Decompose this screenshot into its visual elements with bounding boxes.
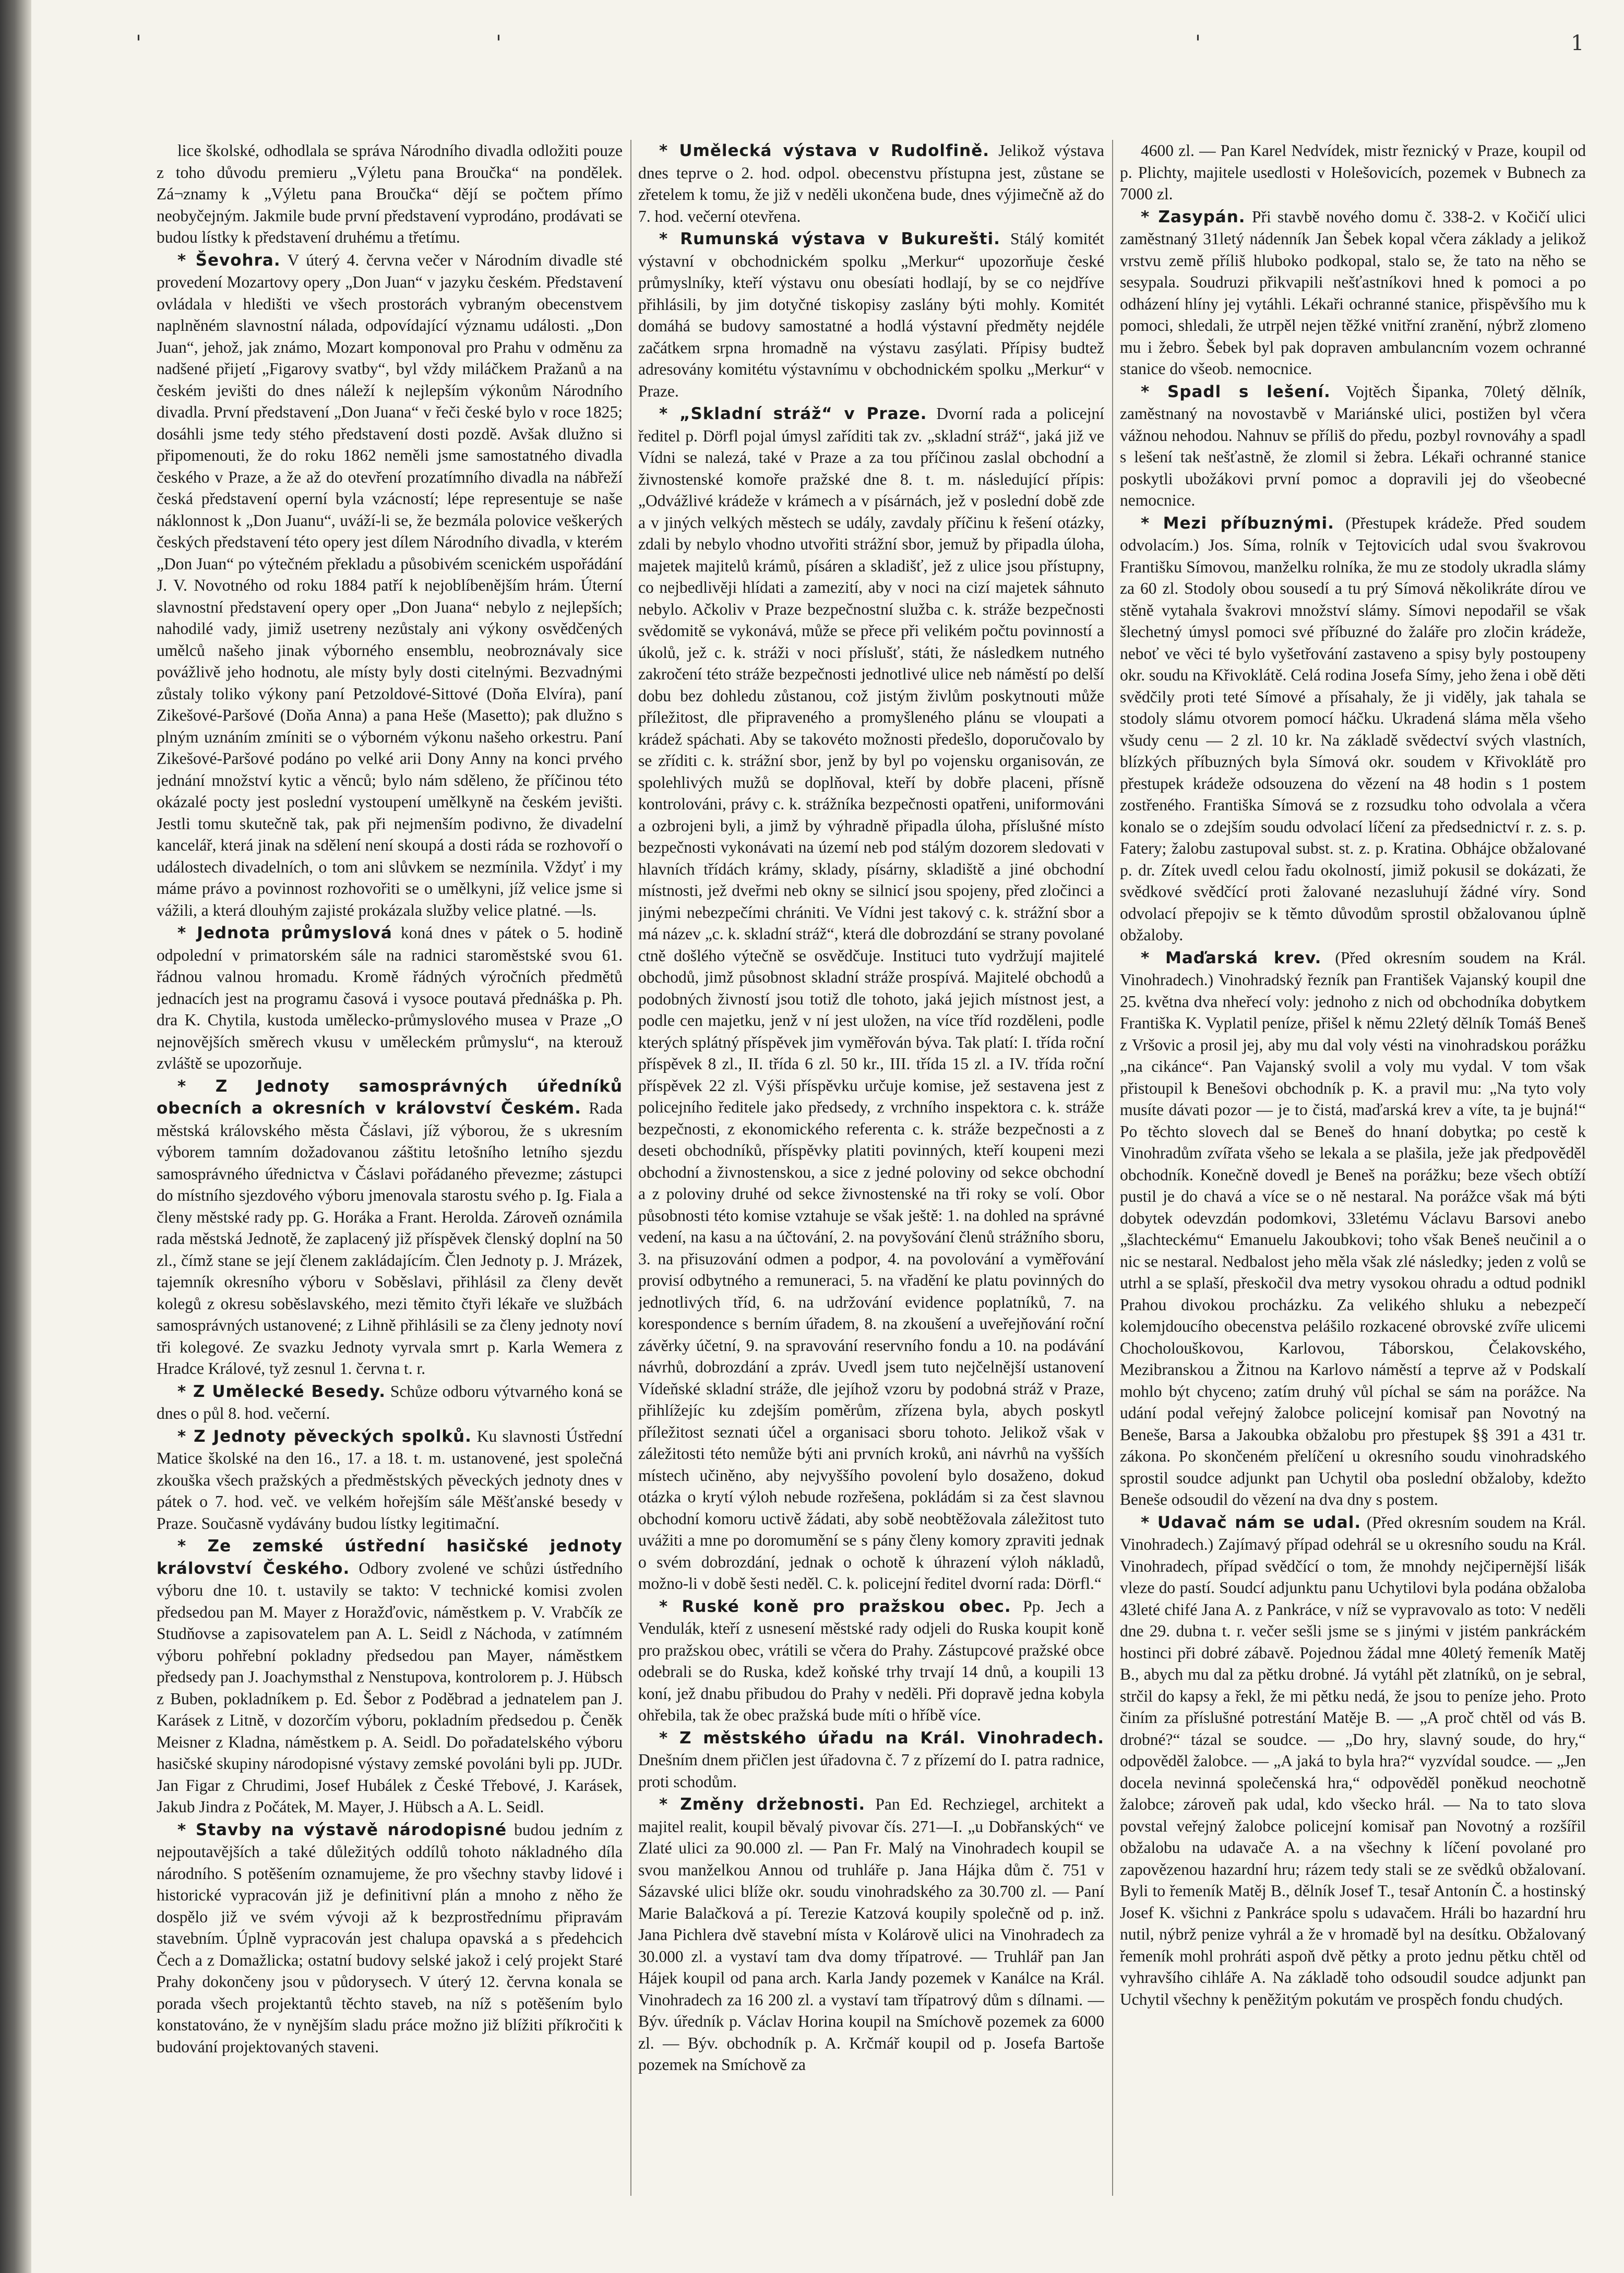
news-body: Stálý komitét výstavní v obchodnickém spolku „Merkur“ upozorňuje české průmyslníky, kteří výstavu onu obesíati hodlají, by se co nejdříve přihlásili, by jim dotyčné tiskopisy zaslány býti mohly. Komitét domáhá se budovy samostatné a hodlá výstavní předměty nejdéle začátkem srpna hromadně na výstavu zasýlati. Přípisy budtež adresovány komitétu výstavnímu v obchodnickém spolku „Merkur“ v Praze. [638, 230, 1104, 400]
news-item [157, 1381, 623, 1425]
news-item [1120, 206, 1586, 380]
margin-mark: ' [136, 31, 141, 55]
news-body: Dvorní rada a policejní ředitel p. Dörfl pojal úmysl zaříditi tak zv. „skladní stráž“, jaká již ve Vídni se nalezá, také v Praze a za tou příčinou zaslal obchodní a živnostenské komoře pražské dne 8. t. m. následující přípis: „Odvážlivé krádeže v krámech a v písárnách, jež v poslední době zde a v jiných velkých městech se udály, zavdaly příčinu k řešení otázky, zdali by nebylo vhodno utvořiti strážní sbor, jemuž by připadla úloha, majetek majitelů krámů, písáren a skladišť, jež z ulice jsou přístupny, co nejbedlivěji hlídati a zamezití, aby v noci na cizí majetek sáhnuto nebylo. Ačkoliv v Praze bezpečnostní služba c. k. stráže bezpečnosti svědomitě se vykonává, může se přece při velikém počtu povinností a úkolů, jež c. k. stráži v noci příslušť, státi, že následkem nutného zakročení této stráže bezpečnosti jednotlivé ulice neb náměstí po delší dobu bez dohledu zůstanou, což jistým živlům poskytnouti může příležitost, dle připraveného a promyšleného plánu se vloupati a krádež spáchati. Aby se takovéto možnosti předešlo, doporučovalo by se zříditi c. k. strážní sbor, jenž by byl po vojensku organisován, ze spolehlivých mužů se doplňoval, kteří by dobře placeni, přísně kontrolováni, právy c. k. strážníka bezpečnosti opatřeni, uniformováni a ozbrojeni byli, a jimž by výhradně připadla úloha, příslušné místo bezpečnosti vykonávati na území neb pod stálým dozorem sledovati v hlavních třídách krámy, sklady, písárny, skladiště a jiné obchodní místnosti, jež dveřmi neb okny se silnicí jsou spojeny, před zločinci a jinými nebezpečími chrániti. Ve Vídni jest takový c. k. strážní sbor a má název „c. k. skladní stráž“, která dle dobrozdání se strany povolané ctně došlého výtečně se osvědčuje. Instituci tuto vydržují majitelé obchodů, jimž působnost skladní stráže prospívá. Majitelé obchodů a podobných živností jsou totiž dle tohoto, jaká jejich místnost jest, a podle cen majetku, jenž v ní jest uložen, na více tříd rozděleni, podle kterých splátný příspěvek jim vyměřován býva. Tak platí: I. třída roční příspěvek 8 zl., II. třída 6 zl. 50 kr., III. třída 15 zl. a IV. třída roční příspěvek 22 zl. Výši příspěvku určuje komise, jež sestavena jest z policejního ředitele jako předsedy, z vrchního inspektora c. k. stráže bezpečnosti, z ekonomického referenta c. k. stráže bezpečnosti a z deseti obchodníků, příspěvky platiti povinných, kteří koupeni mezi obchodní a živnostenskou, a sice z jedné poloviny od sekce obchodní a z poloviny druhé od sekce živnostenské na tři roky se volí. Obor působnosti této komise vztahuje se však ještě: 1. na dohled na správné vedení, na kasu a na účtování, 2. na povyšování členů strážního sboru, 3. na přisuzování odmen a podpor, 4. na povolování a vyměřování provisí odbytného a remuneraci, 5. na vřadění ke platu povinných do jednotlivých tříd, 6. na udržování evidence poplatníků, 7. na korespondence s berním úřadem, 8. na zkoušení a uveřejňování roční závěrky účetní, 9. na spravování reservního fondu a 10. na podávání návrhů, dobrozdání a zpráv. Uvedl jsem tuto nejčelnější ustanovení Vídeňské skladní stráže, dle jejíhož vzoru by podobná stráž v Praze, přihlížejíc ku zdejším poměrům, zřízena byla, abych poskytl příležitost seznati účel a organisaci sboru tohoto. Jelikož však v záležitosti této nemůže býti ani prvních kroků, ani návrhů na vyšších místech učiněno, aby nejvyššího povolení bylo dosaženo, dokud otázka o krytí výloh nebude rozřešena, pokládám si za čest slavnou obchodní komoru uctivě žádati, aby sobě neobtěžovala záležitost tuto uvážiti a mne po doromumění se s pány členy komory zpraviti jednak o svém dobrozdání, jednak o ochotě k úhrazení výloh nákladů, možno-li v době šesti neděl. C. k. policejní ředitel dvorní rada: Dörfl.“ [638, 404, 1104, 1593]
news-item [638, 228, 1104, 402]
news-body: Schůze odboru výtvarného koná se dnes o půl 8. hod. večerní. [157, 1382, 623, 1422]
news-headline: * Maďarská krev. [1141, 948, 1322, 967]
news-item [638, 1596, 1104, 1726]
news-item [157, 1075, 623, 1380]
margin-mark: ' [496, 31, 501, 55]
news-headline: * Jednota průmyslová [177, 924, 392, 942]
news-body: (Přestupek krádeže. Před soudem odvolacím.) Jos. Síma, rolník v Tejtovicích udal svou švakrovou Františku Símovou, manželku rolníka, že mu ze stodoly ukradla slámy za 60 zl. Stodoly obou sousedí a tu prý Símová několikráte dírou ve stěně vytahala švakrovi množství slámy. Símovi nepodařil se však šlechetný úmysl pomoci své příbuzné do žaláře pro zločin krádeže, neboť ve věci té bylo vyšetřování zastaveno a spisy byly postoupeny okr. soudu na Křivoklátě. Celá rodina Josefa Símy, jeho žena i obě děti svědčily proti teté Símové a přísahaly, že ji viděly, jak tahala se stodoly slámu otvorem pomocí háčku. Ukradená sláma měla všeho všudy cenu — 2 zl. 10 kr. Na základě svědectví svých vlastních, blízkých příbuzných byla Símová okr. soudem v Křivoklátě pro přestupek krádeže odsouzena do vězení na 48 hodin s 1 postem zostřeného. Františka Símová se z rozsudku toho odvolala a včera konalo se o zdejším soudu odvolací líčení za předsednictví r. z. s. p. Fatery; žalobu zastupoval subst. st. z. p. Kratina. Obhájce obžalované p. dr. Zítek uvedl celou řadu okolností, jimiž pokusil se dokázati, že svědkové svědčící proti žalované nezasluhují žádné víry. Sond odvolací přepojiv se k těmto důvodům sprostil obžalovanou úplně obžaloby. [1120, 513, 1586, 944]
news-item [157, 1535, 623, 1818]
margin-mark: 1 [1571, 31, 1584, 55]
news-body: Jelikož výstava dnes teprve o 2. hod. odpol. obecenstvu přístupna jest, zůstane se zřetelem k tomu, že již v neděli ukončena bude, dnes výjimečně až do 7. hod. večerní otevřena. [638, 141, 1104, 225]
news-headline: * Změny držebnosti. [659, 1795, 866, 1814]
news-body: 4600 zl. — Pan Karel Nedvídek, mistr řeznický v Praze, koupil od p. Plichty, majitele usedlosti v Holešovicích, pozemek v Bubnech za 7000 zl. [1120, 141, 1586, 203]
news-headline: * Udavač nám se udal. [1141, 1513, 1362, 1532]
scan-binding-edge [0, 0, 31, 2273]
news-body: (Před okresním soudem na Král. Vinohradech.) Zajímavý případ odehrál se u okresního soudu na Král. Vinohradech, případ svědčící o tom, že mnohdy nejčipernější lišák vleze do pastí. Soudcí adjunktu panu Uchytilovi byla podána obžaloba 43leté chifé Jana A. z Pankráce, v níž se vypravovalo as toto: V neděli dne 29. dubna t. r. večer sešli jsme se s jinými v jistém pankráckém hostinci při dobré zábavě. Pojednou žádal mne 40letý řemeník Matěj B., abych mu dal za pětku drobné. Já vytáhl pět zlatníků, on je sebral, strčil do kapsy a řekl, že mi pětku nedá, že jsou to peníze jeho. Proto činím za příslušné potrestání Matěje B. — „A proč chtěl od vás B. drobné?“ tázal se soudce. — „Do hry, slavný soude, do hry,“ odpověděl žalobce. — „A jaká to byla hra?“ vyzvídal soudce. — „Jen docela nevinná společenská hra,“ odpověděl poněkud neochotně žalobce; zároveň pak udal, kdo všecko hrál. — Na to tato slova povstal veřejný žalobce policejní komisař pan Novotný a rozšířil obžalobu na udavače A. a na všechny k líčení povolané pro zapovězenou hazardní hru; rázem tedy stali se ze svědků obžalovaní. Byli to řemeník Matěj B., dělník Josef T., tesař Antonín Č. a hostinský Josef K. všichni z Pankráce spolu s udavačem. Hráli bo hazardní hru nutil, nýbrž penize vyhrál a že v hromadě byl na desítku. Obžalovaný řemeník mohl prohráti aspoň dvě pětky a proto jednu pětku chtěl od vyhravšího cihláře A. Na základě toho odsoudil soudce adjunkt pan Uchytil všechny k peněžitým pokutám ve prospěch fondu chudých. [1120, 1513, 1586, 2008]
news-headline: * Z Jednoty pěveckých spolků. [177, 1427, 472, 1446]
news-body: Odbory zvolené ve schůzi ústředního výboru dne 10. t. ustavily se takto: V technické komisi zvolen předsedou pan M. Mayer z Horažďovic, náměstkem p. V. Vrabčík ze Studňovse a zapisovatelem pan A. L. Seidl z Náchoda, v zatímném výboru pohřební pokladny předsedou pan Mayer, náměstkem předsedy pan J. Joachymsthal z Nenstupova, kontrolorem p. J. Hübsch z Buben, pokladníkem p. Ed. Šebor z Poděbrad a jednatelem pan J. Karásek z Litně, v dozorčím výboru, pokladním předsedou p. Čeněk Meisner z Kladna, náměstkem p. A. Seidl. Do pořadatelského výboru hasičské skupiny národopisné výstavy zemské povoláni byli pp. JUDr. Jan Figar z Chrudimi, Josef Hubálek z České Třebové, J. Karásek, Jakub Jindra z Počátek, M. Mayer, J. Hübsch a A. L. Seidl. [157, 1559, 623, 1816]
news-body: (Před okresním soudem na Král. Vinohradech.) Vinohradský řezník pan František Vajanský koupil dne 25. května dva nheřecí voly: jednoho z nich od obchodníka dobytkem Františka K. Vyplatil peníze, přišel k němu 22letý dělník Tomáš Beneš z Vršovic a prosil jej, aby mu dal voly vésti na vinohradskou porážku „na cikánce“. Pan Vajanský svolil a voly mu vydal. V tom však přistoupil k Benešovi obchodník p. K. a pravil mu: „Na tyto voly musíte dávati pozor — je to čistá, maďarská krev a víte, ta je bujná!“ Po těchto slovech dal se Beneš do hnaní dobytka; po cestě k Vinohradům zvířata všeho se lekala a se plašila, ježe jak předpověděl obchodník. Konečně dovedl je Beneš na porážku; beze všech obtíží pustil je do chavá a více se o ně nestaral. Na porážce však má býti dobytek odevzdán podomkovi, 33letému Václavu Barsovi anebo „šlachteckému“ Emanuelu Jakoubkovi; toho však Beneš neučinil a o nic se nestaral. Nedbalost jeho měla však zlé následky; jeden z volů se utrhl a se splaší, přeskočil dva metry vysokou ohradu a odtud podnikl Prahou divokou procházku. Za velikého shluku a nebezpečí kolemjdoucího obecenstva pelášilo rozkacené obrovské zvíře ulicemi Chocholouškovou, Karlovou, Táborskou, Čelakovského, Mezibranskou a Žitnou na Karlovo náměstí a teprve až v Podskalí mohlo být chyceno; zatím druhý vůl píchal se sám na porážce. Na udání podal veřejný žalobce policejní komisař pan Novotný na Beneše, Barsa a Jakoubka obžalobu pro přestupek §§ 391 a 431 tr. zákona. Po skončeném přelíčení u okresního soudu vinohradského sprostil soudce adjunkt pan Uchytil oba poslední obžaloby, kdežto Beneše odsoudil do vězení na dva dny s postem. [1120, 948, 1586, 1509]
news-item [1120, 140, 1586, 205]
news-body: Pan Ed. Rechziegel, architekt a majitel realit, koupil běvalý pivovar čís. 271—I. „u Dobřanských“ ve Zlaté ulici za 90.000 zl. — Pan Fr. Malý na Vinohradech koupil se svou manželkou Annou od truhláře p. Jana Hájka dům č. 751 v Sázavské ulici blíže okr. soudu vinohradského za 30.700 zl. — Paní Marie Balačková a pí. Terezie Katzová koupily společně od p. inž. Jana Pichlera dvě stavební místa v Kolárově ulici na Vinohradech za 30.000 zl. a vystaví tam dva domy třípatrové. — Truhlář pan Jan Hájek koupil od pana arch. Karla Jandy pozemek v Kanálce na Král. Vinohradech za 16 200 zl. a vystaví tam třípatrový dům s dílnami. — Býv. úředník p. Václav Horina koupil na Smíchově pozemek za 6000 zl. — Býv. obchodník p. A. Krčmář koupil od p. Josefa Bartoše pozemek na Smíchově za [638, 1795, 1104, 2074]
news-headline: * Umělecká výstava v Rudolfině. [659, 141, 990, 160]
news-headline: * Rumunská výstava v Bukurešti. [659, 230, 1000, 248]
news-body: V úterý 4. června večer v Národním divadle sté provedení Mozartovy opery „Don Juan“ v jazyku českém. Představení ovládala v hledišti ve všech prostorách vybraným obecenstvem naplněném slavnostní nálada, odpovídající významu události. „Don Juan“, jehož, jak známo, Mozart komponoval pro Prahu v odměnu za nadšené přijetí „Figarovy svatby“, byl vždy miláčkem Pražanů a na českém jevišti do dnes náleží k nejlepším výkonům Národního divadla. První představení „Don Juana“ v řeči české bylo v roce 1825; dosáhli jsme tedy stého představení dosti pozdě. Avšak dlužno si připomenouti, že do roku 1862 neměli jsme samostatného divadla českého v Praze, a že až do otevření prozatímního divadla na nábřeží česká představení operní byla vzácností; lépe representuje se naše náklonnost k „Don Juanu“, uváží-li se, že bezmála polovice veškerých českých představení této opery jest dílem Národního divadla, v kterém „Don Juan“ po výtečném překladu a působivém scenickém uspořádání J. V. Novotného od roku 1884 patří k nejoblíbenějším hrám. Úterní slavnostní představení opery oper „Don Juana“ nebylo z nejlepších; nahodilé vady, jimiž usetreny nezůstaly ani výkony osvědčených umělců našeho jinak výborného ensemblu, neobroznávaly sice povážlivě jeho hodnotu, ale místy byly dosti citelnými. Bezvadnými zůstaly toliko výkony paní Petzoldové-Sittové (Doňa Elvíra), paní Zikešové-Paršové (Doňa Anna) a pana Heše (Masetto); pak dlužno s plným uznáním zmíniti se o výborném výkonu našeho orkestru. Paní Zikešové-Paršové podáno po velké arii Dony Anny na konci prvého jednání množství kytic a věnců; bylo nám sděleno, že příčinou této okázalé pocty jest poslední vystoupení umělkyně na českém jevišti. Jestli tomu skutečně tak, pak při nejmenším podivno, že divadelní kancelář, která jinak na sdělení není skoupá a dosti ráda se rozhovoří o událostech divadelních, o tom ani slůvkem se nezmínila. Vždyť i my máme právo a povinnost rozhovořiti se o umělkyni, jíž velice jsme si vážili, a která dlouhým zajisté prokázala služby velice platné. —ls. [157, 250, 623, 919]
news-item [157, 249, 623, 922]
news-headline: * Z Umělecké Besedy. [177, 1382, 386, 1401]
news-item [1120, 381, 1586, 511]
news-headline: * „Skladní stráž“ v Praze. [659, 404, 927, 423]
news-body: Pp. Jech a Vendulák, kteří z usnesení městské rady odjeli do Ruska koupit koně pro pražskou obec, vrátili se včera do Prahy. Zástupcové pražské obce odebrali se do Ruska, kdež koňské trhy trvají 14 dnů, a koupili 13 koní, jež dnabu přibudou do Prahy v neděli. Při dopravě jedna kobyla ohřebila, tak že obec pražská bude míti o hříbě více. [638, 1597, 1104, 1724]
news-item [157, 922, 623, 1074]
news-headline: * Ze zemské ústřední hasičské jednoty království Českého. [157, 1537, 623, 1578]
news-item [157, 140, 623, 248]
news-body: koná dnes v pátek o 5. hodině odpolední v primatorském sále na radnici staroměstské svou 61. řádnou valnou hromadu. Kromě řádných výročních předmětů jednacích jest na programu časová i vysoce poutavá přednáška p. Ph. dra K. Chytila, kustoda umělecko-průmyslového musea v Praze „O nejnovějších směrech vkusu v uměleckém průmyslu“, na kterouž zvláště se upozorňuje. [157, 924, 623, 1072]
column-3 [1120, 140, 1586, 2196]
column-1 [157, 140, 623, 2196]
news-body: Při stavbě nového domu č. 338-2. v Kočičí ulici zaměstnaný 31letý nádenník Jan Šebek kopal včera základy a jelikož vrstvu země příliš hluboko podkopal, stalo se, že tato na něho se sesypala. Soudruzi přikvapili nešťastníkovi hned k pomoci a po odházení hlíny jej vytáhli. Lékaři ochranné stanice, přispěvšího mu k pomoci, shledali, že utrpěl nejen těžké vnitřní zranění, nýbrž zlomeno mu i žebro. Šebek byl pak dopraven ambulancním vozem ochranné stanice do všeob. nemocnice. [1120, 207, 1586, 378]
news-headline: * Ševohra. [177, 250, 281, 270]
column-2 [638, 140, 1104, 2196]
news-headline: * Mezi příbuznými. [1141, 513, 1334, 533]
news-body: Dnešním dnem přičlen jest úřadovna č. 7 z přízemí do I. patra radnice, proti schodům. [638, 1751, 1104, 1791]
news-item [1120, 512, 1586, 946]
article-columns [157, 140, 1586, 2196]
news-headline: * Stavby na výstavě národopisné [177, 1820, 507, 1839]
news-headline: * Spadl s lešení. [1141, 382, 1331, 401]
news-body: budou jedním z nejpoutavějších a také důležitých oddílů tohoto nákladného díla národního. S potěšením oznamujeme, že pro všechny stavby lidové i historické vypracován již je definitivní plán a mnoho z něho že dospělo již ve svém vývoji až k bezprostřednímu připravám stavebním. Úplně vypracován jest chalupa opavská a s předehcich Čech a z Domažlicka; ostatní budovy selské jakož i celý projekt Staré Prahy dokončeny jsou v půdorysech. V úterý 12. června konala se porada všech projektantů těchto staveb, na níž s potěšením bylo konstatováno, že v nynějším sladu práce možno již blížiti příkročiti k budování projektovaných staveni. [157, 1820, 623, 2056]
margin-mark: ' [1195, 31, 1201, 55]
news-item [157, 1819, 623, 2058]
news-item [638, 140, 1104, 227]
news-item [638, 403, 1104, 1595]
news-item [638, 1793, 1104, 2076]
news-headline: * Z městského úřadu na Král. Vinohradech. [659, 1728, 1104, 1748]
news-body: Vojtěch Šipanka, 70letý dělník, zaměstnaný na novostavbě v Mariánské ulici, postižen byl včera vážnou nehodou. Nahnuv se příliš do předu, pozbyl rovnováhy a spadl s lešení tak nešťastně, že zlomil si žebra. Lékaři ochranné stanice poskytli ubožákovi první pomoc a dopravili jej do všeobecné nemocnice. [1120, 382, 1586, 509]
news-item [1120, 1512, 1586, 2011]
news-headline: * Z Jednoty samosprávných úředníků obecních a okresních v království Českém. [157, 1076, 623, 1118]
news-body: Rada městská královského města Čáslavi, jíž výborou, že s ukresním výborem tamním dožadovanou záštitu letošního letního sjezdu samosprávného úřednictva v Čáslavi pořádaného převezme; zástupci do místního sjezdového výboru jmenovala starostu svého p. Ig. Fiala a členy městské rady pp. G. Horáka a Frant. Herolda. Zároveň oznámila rada městská Jednotě, že zaplacený již příspěvek členský doplní na 50 zl., čímž stane se její členem zakládajícím. Člen Jednoty p. J. Mrázek, tajemník okresního výboru v Soběslavi, přihlásil za členy devět kolegů z okresu soběslavského, mezi těmito čtyři lékaře ve službách samosprávných ustanovené; z Lihně přihlásili se za členy jednoty noví tři kolegové. Ze svazku Jednoty vyrvala smrt p. Karla Wemera z Hradce Králové, tyž zesnul 1. června t. r. [157, 1099, 623, 1378]
news-item [1120, 947, 1586, 1511]
news-body: Ku slavnosti Ústřední Matice školské na den 16., 17. a 18. t. m. ustanovené, jest společná zkouška všech pražských a předměstských pěveckých jednoty dnes v pátek o 7. hod. več. ve velkém hořejším sále Měšťanské besedy v Praze. Současně vydávány budou lístky legitimační. [157, 1427, 623, 1533]
news-body: lice školské, odhodlala se správa Národního divadla odložiti pouze z toho důvodu premieru „Výletu pana Broučka“ na pondělek. Zá¬znamy k „Výletu pana Broučka“ dějí se počtem přímo neobyčejným. Jakmile bude první představení vyprodáno, prodávati se budou lístky k představení druhému a třetímu. [157, 141, 623, 246]
news-headline: * Zasypán. [1141, 207, 1246, 226]
news-item [638, 1727, 1104, 1793]
news-headline: * Ruské koně pro pražskou obec. [659, 1597, 1011, 1616]
news-item [157, 1426, 623, 1535]
